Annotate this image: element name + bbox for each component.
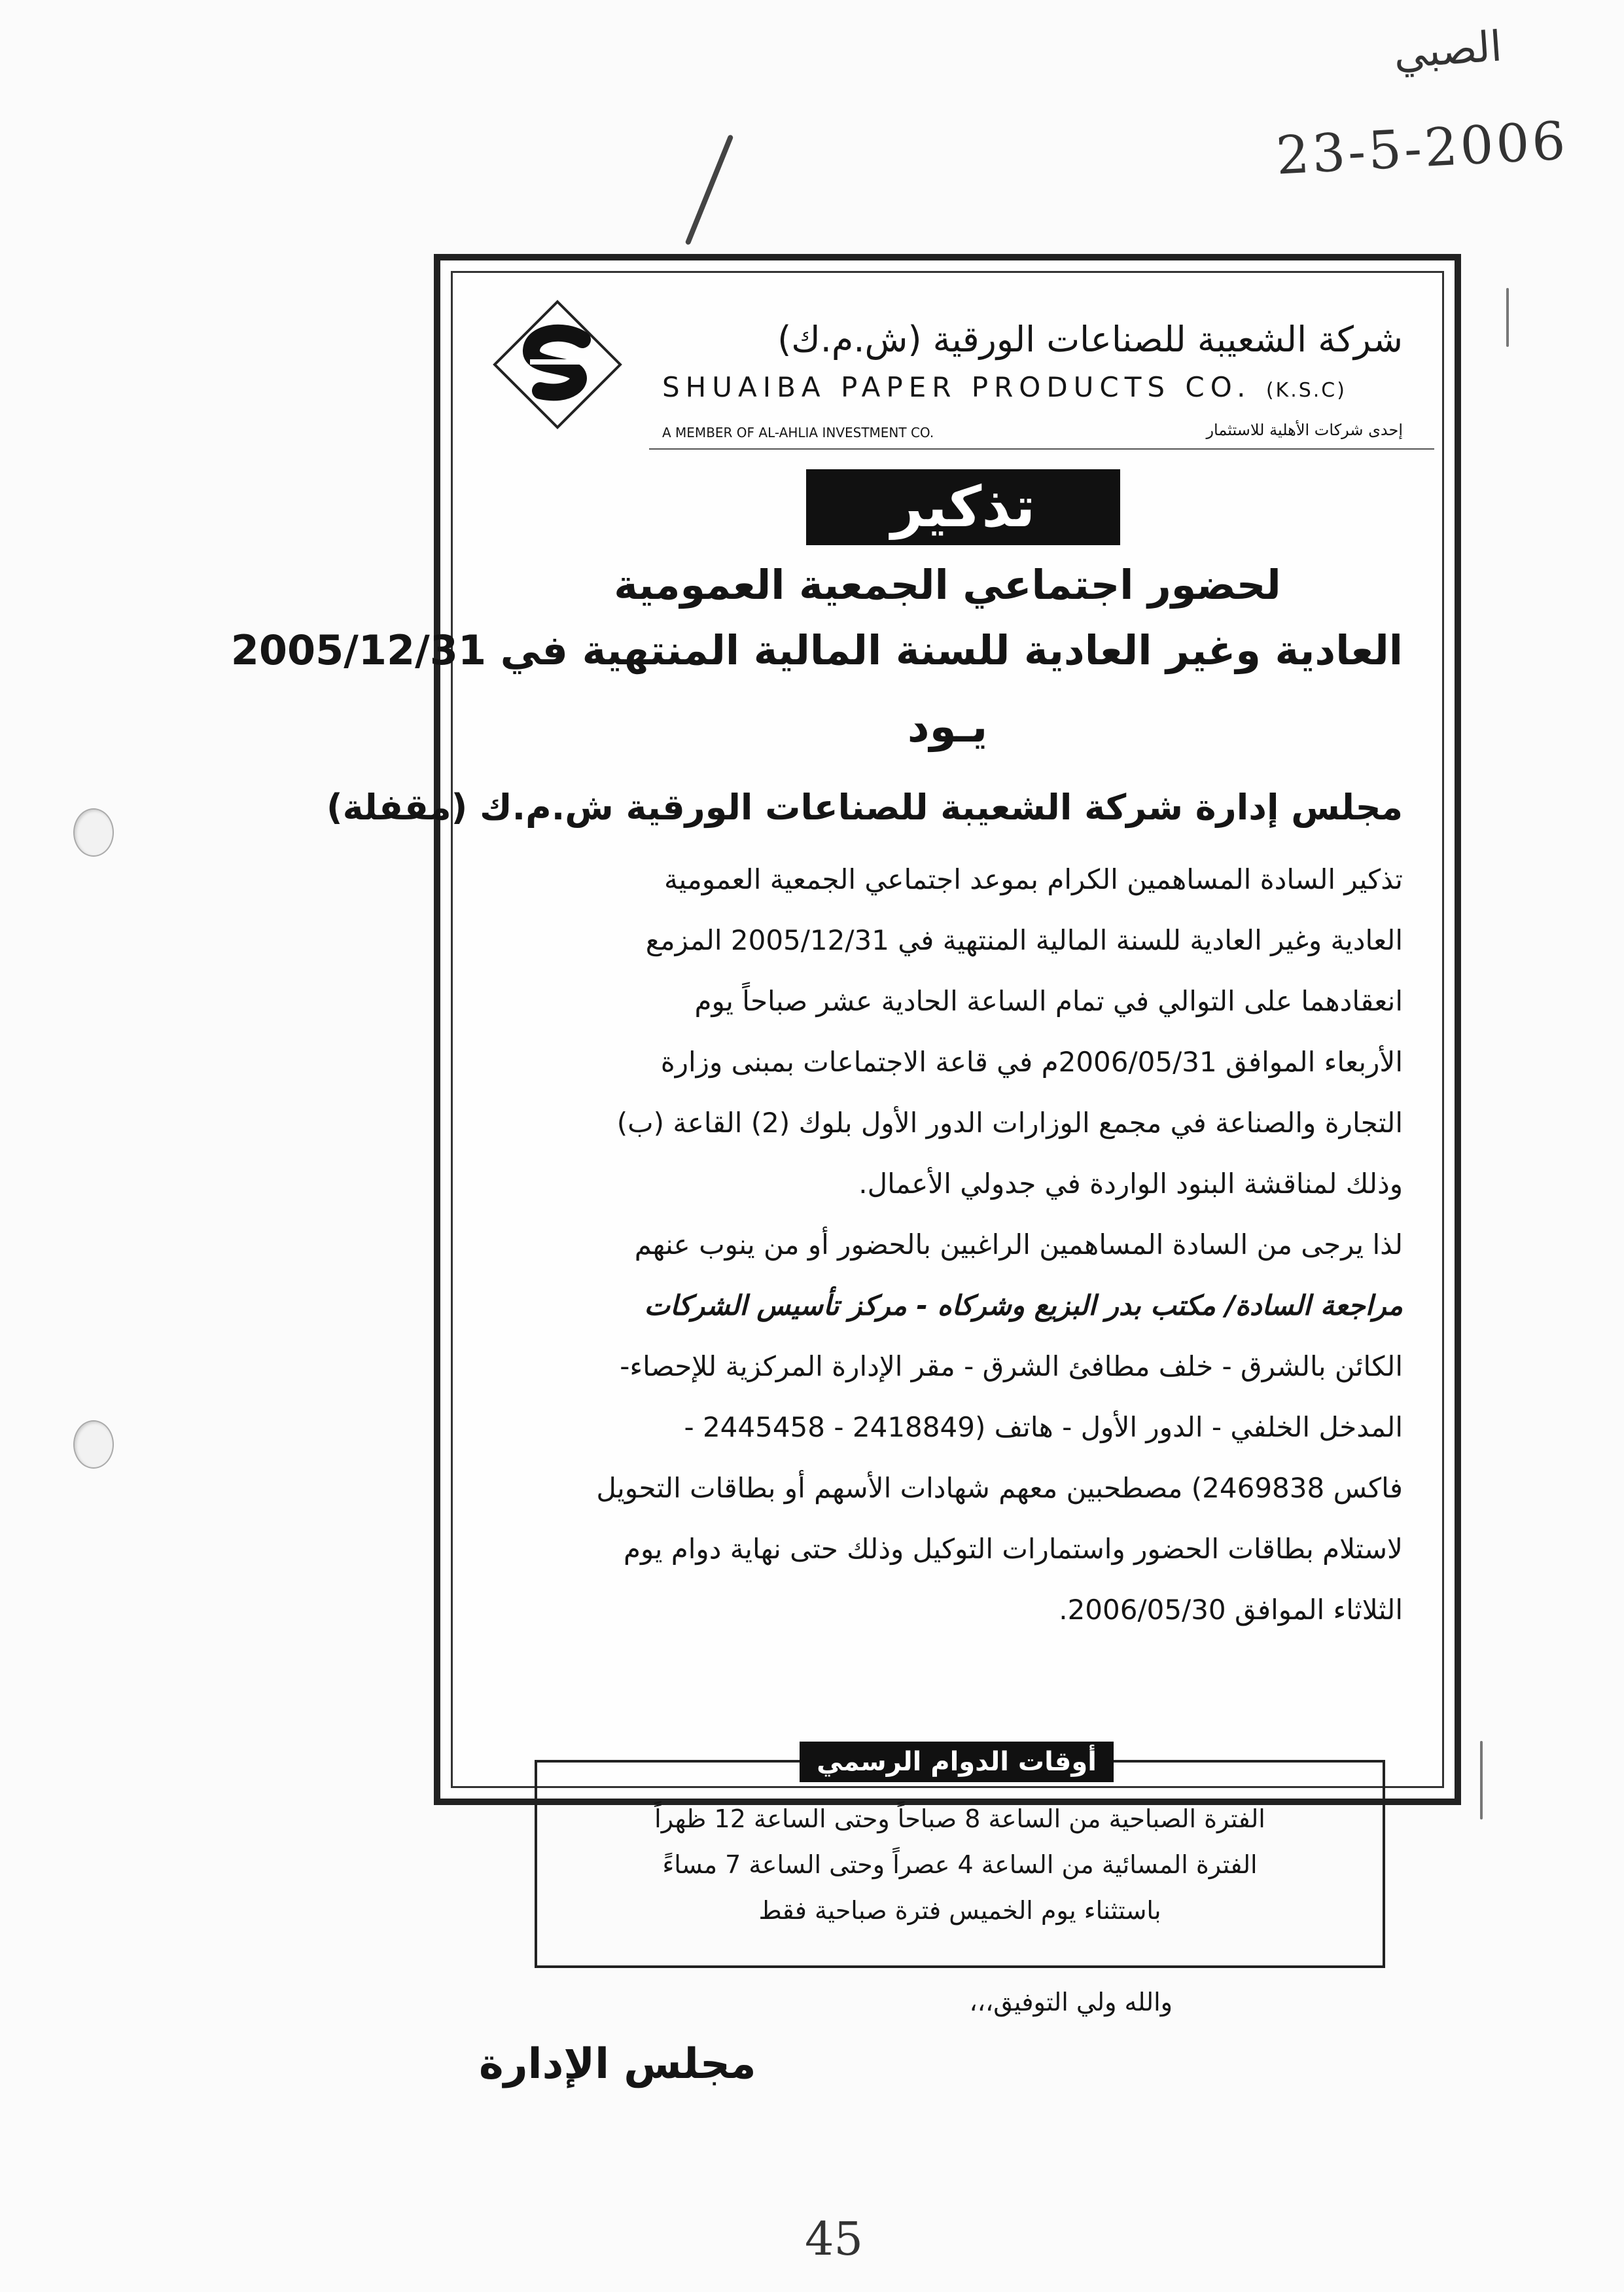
page-number: 45 [805,2212,864,2266]
body-line: لاستلام بطاقات الحضور واستمارات التوكيل وذلك حتى نهاية دوام يوم [624,1533,1403,1565]
margin-mark [1506,288,1509,347]
body-line: العادية وغير العادية للسنة المالية المنتهية في 2005/12/31 المزمع [645,924,1403,956]
body-line: وذلك لمناقشة البنود الواردة في جدولي الأعمال. [858,1168,1403,1200]
body-line: التجارة والصناعة في مجمع الوزارات الدور الأول بلوك (2) القاعة (ب) [616,1107,1403,1139]
body-line: فاكس 2469838) مصطحبين معهم شهادات الأسهم أو بطاقات التحويل [596,1472,1403,1504]
company-name-english [662,371,1347,403]
company-name-english-text: SHUAIBA PAPER PRODUCTS CO. [662,371,1252,403]
company-name-arabic: شركة الشعيبة للصناعات الورقية (ش.م.ك) [777,319,1403,360]
margin-mark [1480,1741,1483,1819]
signature-board: مجلس الإدارة [479,2040,756,2088]
pen-stroke-mark [685,134,734,245]
office-hours-exception: باستثناء يوم الخميس فترة صباحية فقط [758,1896,1161,1925]
body-line: الأربعاء الموافق 2006/05/31م في قاعة الاجتماعات بمبنى وزارة [660,1046,1403,1078]
office-hours-evening: الفترة المسائية من الساعة 4 عصراً وحتى الساعة 7 مساءً [662,1850,1258,1879]
handwritten-name: الصبي [1392,22,1504,79]
punch-hole-top [73,808,114,857]
office-hours-morning: الفترة الصباحية من الساعة 8 صباحاً وحتى الساعة 12 ظهراً [654,1804,1265,1833]
notice-inner-frame [230,271,1444,2088]
closing-line: والله ولي التوفيق،،، [969,1988,1173,2016]
body-line: المدخل الخلفي - الدور الأول - هاتف (2418849 - 2445458 - [684,1411,1403,1443]
notice-body [489,849,1403,1640]
divider [649,448,1434,450]
handwritten-date: 23-5-2006 [1274,110,1570,187]
heading-line-1: لحضور اجتماعي الجمعية العمومية [614,561,1281,609]
notice-clipping [230,254,1461,2088]
office-hours-title: أوقات الدوام الرسمي [800,1742,1114,1782]
body-line: تذكير السادة المساهمين الكرام بموعد اجتماعي الجمعية العمومية [664,863,1403,895]
member-note-english: A MEMBER OF AL-AHLIA INVESTMENT CO. [662,425,934,440]
punch-hole-bottom [73,1420,114,1469]
company-suffix: (K.S.C) [1265,379,1347,402]
body-line: مراجعة السادة/ مكتب بدر البزيع وشركاه - مركز تأسيس الشركات [644,1289,1403,1321]
body-line: الكائن بالشرق - خلف مطافئ الشرق - مقر الإدارة المركزية للإحصاء- [620,1350,1403,1382]
reminder-banner: تذكير [806,469,1120,545]
body-line: الثلاثاء الموافق 2006/05/30. [1059,1594,1403,1626]
heading-line-2: العادية وغير العادية للسنة المالية المنتهية في 2005/12/31 [230,626,1403,674]
body-line: انعقادهما على التوالي في تمام الساعة الحادية عشر صباحاً يوم [694,985,1403,1017]
member-note-arabic: إحدى شركات الأهلية للاستثمار [1206,421,1403,439]
company-logo-icon [492,299,623,430]
heading-line-3: يـود [907,702,988,752]
body-line: لذا يرجى من السادة المساهمين الراغبين بالحضور أو من ينوب عنهم [634,1228,1403,1261]
heading-line-4: مجلس إدارة شركة الشعيبة للصناعات الورقية ش.م.ك (مقفلة) [327,787,1403,828]
